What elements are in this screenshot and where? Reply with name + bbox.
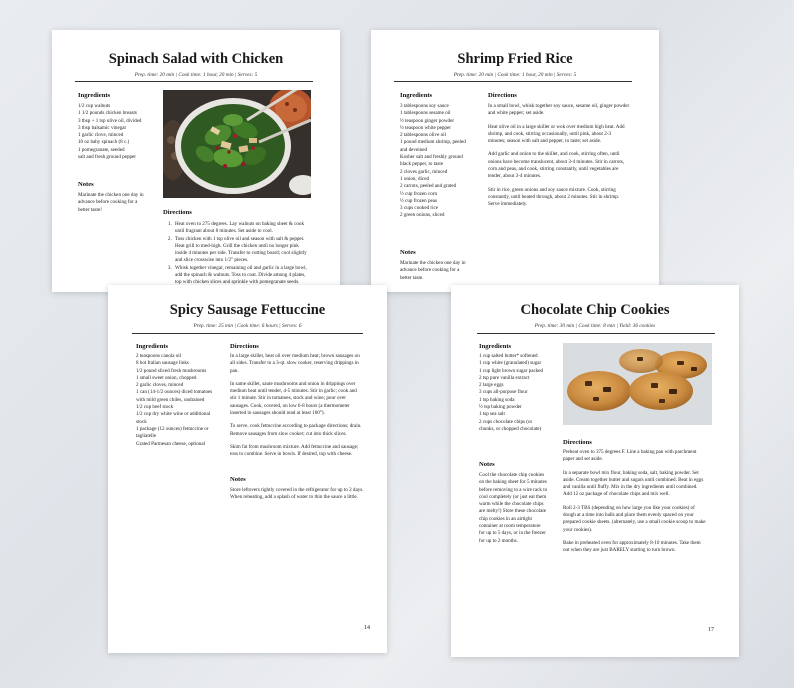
list-item: tagliatelle <box>136 433 157 440</box>
list-item: 1 package (12 ounces) fettuccine or <box>136 425 209 432</box>
list-item: 1 garlic clove, minced <box>78 132 124 139</box>
sausage-recipe-page <box>108 285 387 653</box>
list-item: 1/2 cup beef stock <box>136 404 174 411</box>
cookies-title-rule <box>477 333 715 334</box>
spinach-title-rule <box>75 81 313 82</box>
list-item: Heat olive oil in a large skillet or wok over medium high heat. Add shrimp, and cook, stirring occasionally, until pink, about 2-3 minutes; season with salt and pepper, to taste; set aside. <box>488 123 625 145</box>
shrimp-notes: Marinate the chicken one day in advance before cooking for a better taste. <box>400 260 466 281</box>
list-item: 1 small sweet onion, chopped <box>136 374 197 381</box>
list-item: 3 cups all-purpose flour <box>479 389 528 396</box>
sausage-directions <box>230 353 370 465</box>
list-item: 1 cup light brown sugar packed <box>479 367 544 374</box>
list-item: Skim fat from mushroom mixture. Add fettuccine and sausage; toss to combine. Serve in bowls. If desired, top with cheese. <box>230 443 359 458</box>
list-item: 1 cup white (granulated) sugar <box>479 360 542 367</box>
spinach-notes-heading: Notes <box>78 181 94 188</box>
cookies-recipe-page <box>451 285 739 657</box>
list-item: 2 cups chocolate chips (or <box>479 418 533 425</box>
list-item: 2 carrots, peeled and grated <box>400 183 457 190</box>
sausage-meta: Prep. time: 25 min | Cook time: 6 hours | Serves: 6 <box>193 323 302 329</box>
list-item: 2 large eggs <box>479 382 504 389</box>
spinach-salad-photo <box>163 90 311 198</box>
list-item: 1 can (14-1/2 ounces) diced tomatoes <box>136 389 213 396</box>
chocolate-chip-cookies-photo <box>563 343 712 425</box>
list-item: 1 tablespoons sesame oil <box>400 110 451 117</box>
list-item: 3 cups cooked rice <box>400 205 439 212</box>
sausage-notes-heading: Notes <box>230 476 246 483</box>
list-item: 2 tsp pure vanilla extract <box>479 374 530 381</box>
list-item: Bake in preheated oven for approximately 8-10 minutes. Take them out when they are just BARELY starting to turn brown. <box>563 539 701 554</box>
list-item: ½ teaspoon white pepper <box>400 124 451 131</box>
list-item: Kosher salt and freshly ground <box>400 154 463 161</box>
list-item: 2 teaspoons canola oil <box>136 353 182 359</box>
shrimp-ingredients-heading: Ingredients <box>400 92 433 99</box>
cookies-directions <box>563 449 718 561</box>
list-item: 1/2 cup dry white wine or additional <box>136 411 211 418</box>
spinach-directions-list <box>163 221 323 287</box>
cookies-ingredients-list <box>479 353 561 433</box>
sausage-directions-heading: Directions <box>230 343 259 350</box>
list-item: In a small bowl, whisk together soy sauce, sesame oil, ginger powder and white pepper; set aside. <box>488 103 630 117</box>
cookies-page-number: 17 <box>708 627 714 633</box>
spinach-ingredients-heading: Ingredients <box>78 92 111 99</box>
list-item: In a separate bowl mix flour, baking soda, salt, baking powder. Set aside. Cream together butter and sugars until combined. Beat in eggs and vanilla until fluffy. Mix in the dry ingredients until combined. Add 12 oz package of chocolate chips and mix well. <box>563 469 704 498</box>
list-item: 1 1/2 pounds chicken breasts <box>78 110 137 117</box>
list-item: salt and fresh ground pepper <box>78 154 136 161</box>
list-item: 1 pound medium shrimp, peeled <box>400 139 466 146</box>
list-item: To serve, cook fettuccine according to package directions; drain. Remove sausages from slow cooker; cut into thick slices. <box>230 423 362 437</box>
list-item: Add garlic and onion to the skillet, and cook, stirring often, until onions have become translucent, about 3-4 minutes. Stir in carrots, corn and peas, and cook, stirring constantly, until vegetables are tender, about 3-4 minutes. <box>488 151 625 180</box>
list-item: 2 garlic cloves, minced <box>136 382 184 389</box>
cookies-notes-heading: Notes <box>479 461 495 468</box>
cookies-meta: Prep. time: 30 min | Cook time: 8 min | Yield: 36 cookies <box>534 323 656 329</box>
cookies-ingredients-heading: Ingredients <box>479 343 512 350</box>
list-item: 1. Heat oven to 275 degrees. Lay walnuts on baking sheet & cook until fragrant about 8 minutes. Set aside to cool. <box>173 221 323 236</box>
sausage-title-rule <box>132 333 363 334</box>
cookies-title: Chocolate Chip Cookies <box>520 302 670 318</box>
list-item: Stir in rice, green onions and soy sauce mixture. Cook, stirring constantly, until heated through, about 2 minutes. Stir in shrimp. Serve immediately. <box>488 186 620 208</box>
list-item: 3 tablespoons soy sauce <box>400 103 449 109</box>
list-item: In a large skillet, heat oil over medium heat; brown sausages on all sides. Transfer to a 3-qt. slow cooker, reserving drippings in pan. <box>230 353 360 374</box>
spinach-notes: Marinate the chicken one day in advance before cooking for a better taste! <box>78 192 144 213</box>
shrimp-notes-heading: Notes <box>400 249 416 256</box>
cookies-directions-heading: Directions <box>563 439 592 446</box>
list-item: 1 tsp baking soda <box>479 396 515 403</box>
sausage-page-number: 14 <box>364 625 370 631</box>
list-item: 2 cloves garlic, minced <box>400 168 448 175</box>
sausage-notes: Store leftovers tightly covered in the refrigerator for up to 2 days. When reheating, add a splash of water to thin the sauce a little. <box>230 487 364 501</box>
list-item: 1/2 cup walnuts <box>78 103 111 109</box>
sausage-ingredients-heading: Ingredients <box>136 343 169 350</box>
list-item: Roll 2-3 TBS (depending on how large you like your cookies) of dough at a time into balls and place them evenly spaced on your prepared cookie sheets. (alternately, use a small cookie scoop to make your cookies). <box>563 504 706 533</box>
shrimp-title: Shrimp Fried Rice <box>457 51 573 67</box>
list-item: ½ cup frozen corn <box>400 190 438 197</box>
spinach-directions-heading: Directions <box>163 209 192 216</box>
spinach-recipe-page <box>52 30 340 292</box>
shrimp-ingredients-list <box>400 103 486 220</box>
list-item: 2. Toss chicken with 1 tsp olive oil and season with salt & pepper. Heat grill to med-high. Grill the chicken until no longer pink inside 4 minutes per side. Transfer to cutting board; cool slightly and slice crosswise into 1/2" pieces. <box>173 236 323 265</box>
list-item: stock <box>136 418 147 425</box>
list-item: 8 hot Italian sausage links <box>136 360 189 367</box>
list-item: ½ cup frozen peas <box>400 197 438 204</box>
spinach-meta: Prep. time: 20 min | Cook time: 1 hour, 20 min | Serves: 5 <box>134 72 258 78</box>
list-item: 1 tsp sea salt <box>479 411 505 418</box>
list-item: Grated Parmesan cheese, optional <box>136 440 206 447</box>
list-item: chunks, or chopped chocolate) <box>479 425 542 432</box>
list-item: 1 onion, diced <box>400 175 430 182</box>
shrimp-recipe-page <box>371 30 659 292</box>
list-item: 10 oz baby spinach (8 c.) <box>78 139 130 146</box>
list-item: 2 tablespoons olive oil <box>400 132 446 139</box>
list-item: 3 tbsp balsamic vinegar <box>78 124 127 131</box>
shrimp-directions <box>488 103 638 215</box>
spinach-ingredients-list <box>78 103 162 161</box>
cookies-notes: Cool the chocolate chip cookies on the baking sheet for 5 minutes before removing to a wire rack to cool completely (or just eat them warm while the chocolate chips are melty!) Store these chocolate chip cookies in an airtight container at room temperature for up to 5 days, or in the freezer for up to 2 months. <box>479 472 548 544</box>
list-item: black pepper, to taste <box>400 161 444 168</box>
spinach-title: Spinach Salad with Chicken <box>108 51 284 67</box>
shrimp-meta: Prep. time: 20 min | Cook time: 1 hour, 20 min | Serves: 5 <box>453 72 577 78</box>
shrimp-title-rule <box>394 81 632 82</box>
list-item: 3 tbsp + 1 tsp olive oil, divided <box>78 117 142 124</box>
list-item: 3. Whisk together vinegar, remaining oil and garlic in a large bowl, add the spinach & walnuts. Toss to coat. Divide among 4 plates, top with chicken slices and sprinkle with pomegranate seeds. <box>173 265 323 287</box>
shrimp-directions-heading: Directions <box>488 92 517 99</box>
list-item: 1 cup salted butter* softened <box>479 353 538 359</box>
list-item: 2 green onions, sliced <box>400 212 445 219</box>
list-item: with mild green chiles, undrained <box>136 396 205 403</box>
list-item: and deveined <box>400 146 428 153</box>
sausage-ingredients-list <box>136 353 226 448</box>
list-item: ½ teaspoon ginger powder <box>400 117 455 124</box>
list-item: 1 pomegranate, seeded <box>78 146 125 153</box>
sausage-title: Spicy Sausage Fettuccine <box>169 302 326 318</box>
list-item: 1/2 pound sliced fresh mushrooms <box>136 367 207 374</box>
list-item: In same skillet, saute mushrooms and onion in drippings over medium heat until tender, 4-5 minutes. Stir in garlic; cook and stir 1 minute. Stir in tomatoes, stock and wine; pour over sausages. Cook, covered, on low 6-8 hours (a thermometer inserted in sausages should read at least 160°). <box>230 380 357 417</box>
list-item: ½ tsp baking powder <box>479 404 522 411</box>
list-item: Preheat oven to 375 degrees F. Line a baking pan with parchment paper and set aside. <box>563 449 697 463</box>
